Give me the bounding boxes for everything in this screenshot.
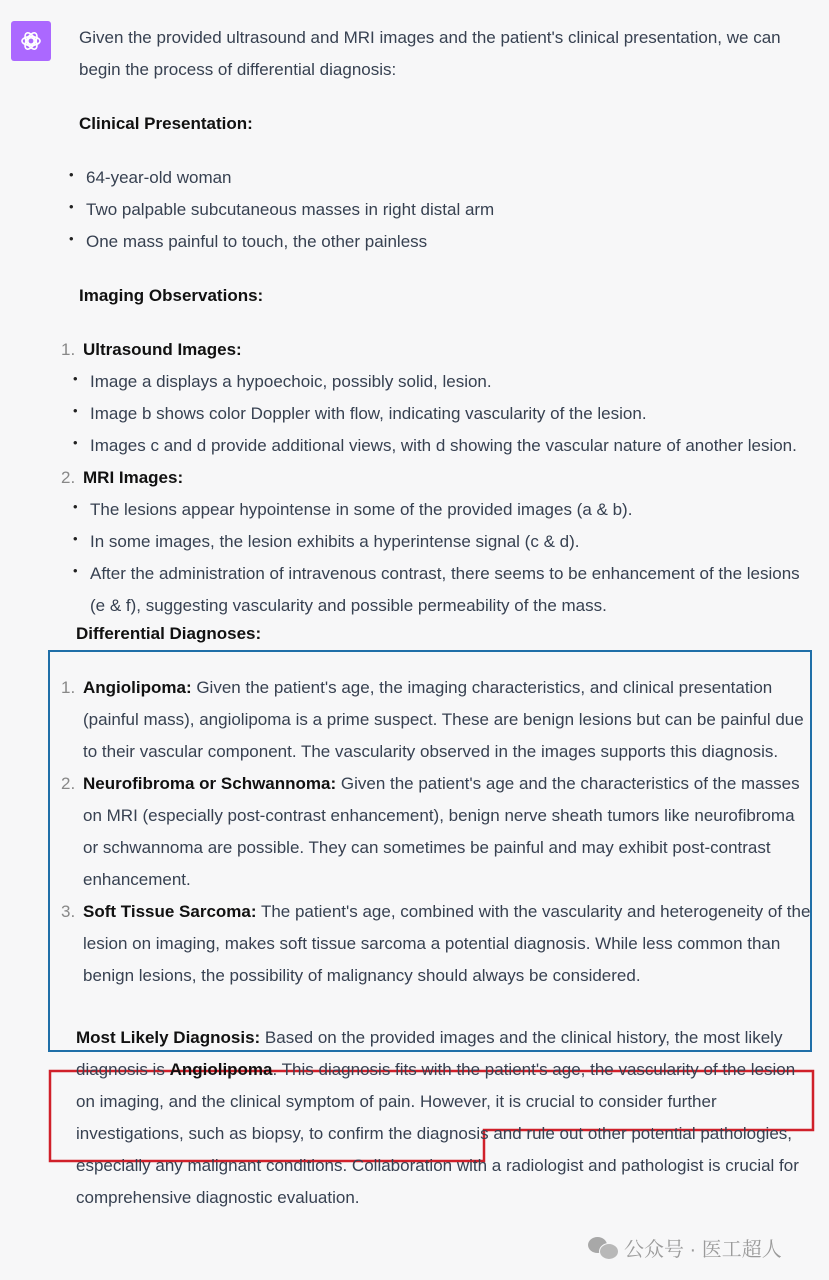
- ultrasound-list: [83, 366, 814, 462]
- diagnosis-text: Given the patient's age, the imaging characteristics, and clinical presentation (painful mass), angiolipoma is a prime suspect. These are benign lesions but can be painful due to their vascular component. The vascularity observed in the images supports this diagnosis.: [83, 678, 804, 761]
- imaging-section: [61, 334, 814, 462]
- clinical-list: [79, 162, 814, 258]
- imaging-heading: Imaging Observations:: [79, 286, 264, 305]
- differential-heading: Differential Diagnoses:: [76, 624, 262, 643]
- diagnosis-title: Neurofibroma or Schwannoma:: [83, 774, 337, 793]
- conclusion-text: . This diagnosis fits with the patient's age, the vascularity of the lesion on imaging, and the clinical symptom of pain: [76, 1060, 796, 1111]
- list-item: • 64-year-old woman: [79, 162, 814, 194]
- diagnosis-title: Soft Tissue Sarcoma:: [83, 902, 257, 921]
- list-item: • The lesions appear hypointense in some of the provided images (a & b).: [83, 494, 814, 526]
- conclusion-diagnosis: Angiolipoma: [169, 1060, 273, 1079]
- list-number: 3.: [61, 902, 76, 921]
- watermark-text: 公众号 · 医工超人: [624, 1239, 782, 1261]
- conclusion-text: . However, it is crucial to consider further investigations, such as biopsy, to confirm the diagnosis and rule out other potential pathologies, especially any malignant conditions. Collaboration with a radiologist and pathologist is crucial for comprehensive diagnostic evaluation.: [76, 1092, 799, 1207]
- diagnosis-title: Angiolipoma:: [83, 678, 192, 697]
- diagnosis-text: The patient's age, combined with the vascularity and heterogeneity of the lesion on imaging, makes soft tissue sarcoma a potential diagnosis. While less common than benign lesions, the possibility of malignancy should always be considered.: [83, 902, 811, 985]
- differential-list: [61, 672, 814, 992]
- list-item: • Two palpable subcutaneous masses in right distal arm: [79, 194, 814, 226]
- list-item: • Image a displays a hypoechoic, possibly solid, lesion.: [83, 366, 814, 398]
- list-item: • Images c and d provide additional views, with d showing the vascular nature of another lesion.: [83, 430, 814, 462]
- list-item: • In some images, the lesion exhibits a hyperintense signal (c & d).: [83, 526, 814, 558]
- watermark: [588, 1233, 782, 1262]
- list-number: 1.: [61, 678, 76, 697]
- list-item: • Image b shows color Doppler with flow, indicating vascularity of the lesion.: [83, 398, 814, 430]
- diagnosis-item: [61, 768, 814, 896]
- list-number: 2.: [61, 774, 76, 793]
- diagnosis-text: Given the patient's age and the characteristics of the masses on MRI (especially post-contrast enhancement), benign nerve sheath tumors like neurofibroma or schwannoma are possible. They can sometimes be painful and may exhibit post-contrast enhancement.: [83, 774, 800, 889]
- intro-text: Given the provided ultrasound and MRI images and the patient's clinical presentation, we can begin the process of differential diagnosis:: [79, 28, 781, 79]
- list-item: • One mass painful to touch, the other painless: [79, 226, 814, 258]
- mri-list: [83, 494, 814, 622]
- conclusion-text: Based on the provided images and the clinical history, the most likely diagnosis is: [76, 1028, 783, 1079]
- diagnosis-item: [61, 672, 814, 768]
- assistant-message: [61, 22, 814, 1214]
- conclusion-paragraph: [76, 1022, 814, 1214]
- section-title: Ultrasound Images:: [83, 340, 242, 359]
- conclusion-label: Most Likely Diagnosis:: [76, 1028, 261, 1047]
- imaging-section: [61, 462, 814, 622]
- section-title: MRI Images:: [83, 468, 184, 487]
- list-number: 2.: [61, 468, 76, 487]
- list-number: 1.: [61, 340, 76, 359]
- diagnosis-item: [61, 896, 814, 992]
- wechat-icon: [588, 1237, 618, 1259]
- list-item: • After the administration of intravenous contrast, there seems to be enhancement of the lesions (e & f), suggesting vascularity and possible permeability of the mass.: [83, 558, 814, 622]
- clinical-heading: Clinical Presentation:: [79, 114, 253, 133]
- imaging-list: [61, 334, 814, 622]
